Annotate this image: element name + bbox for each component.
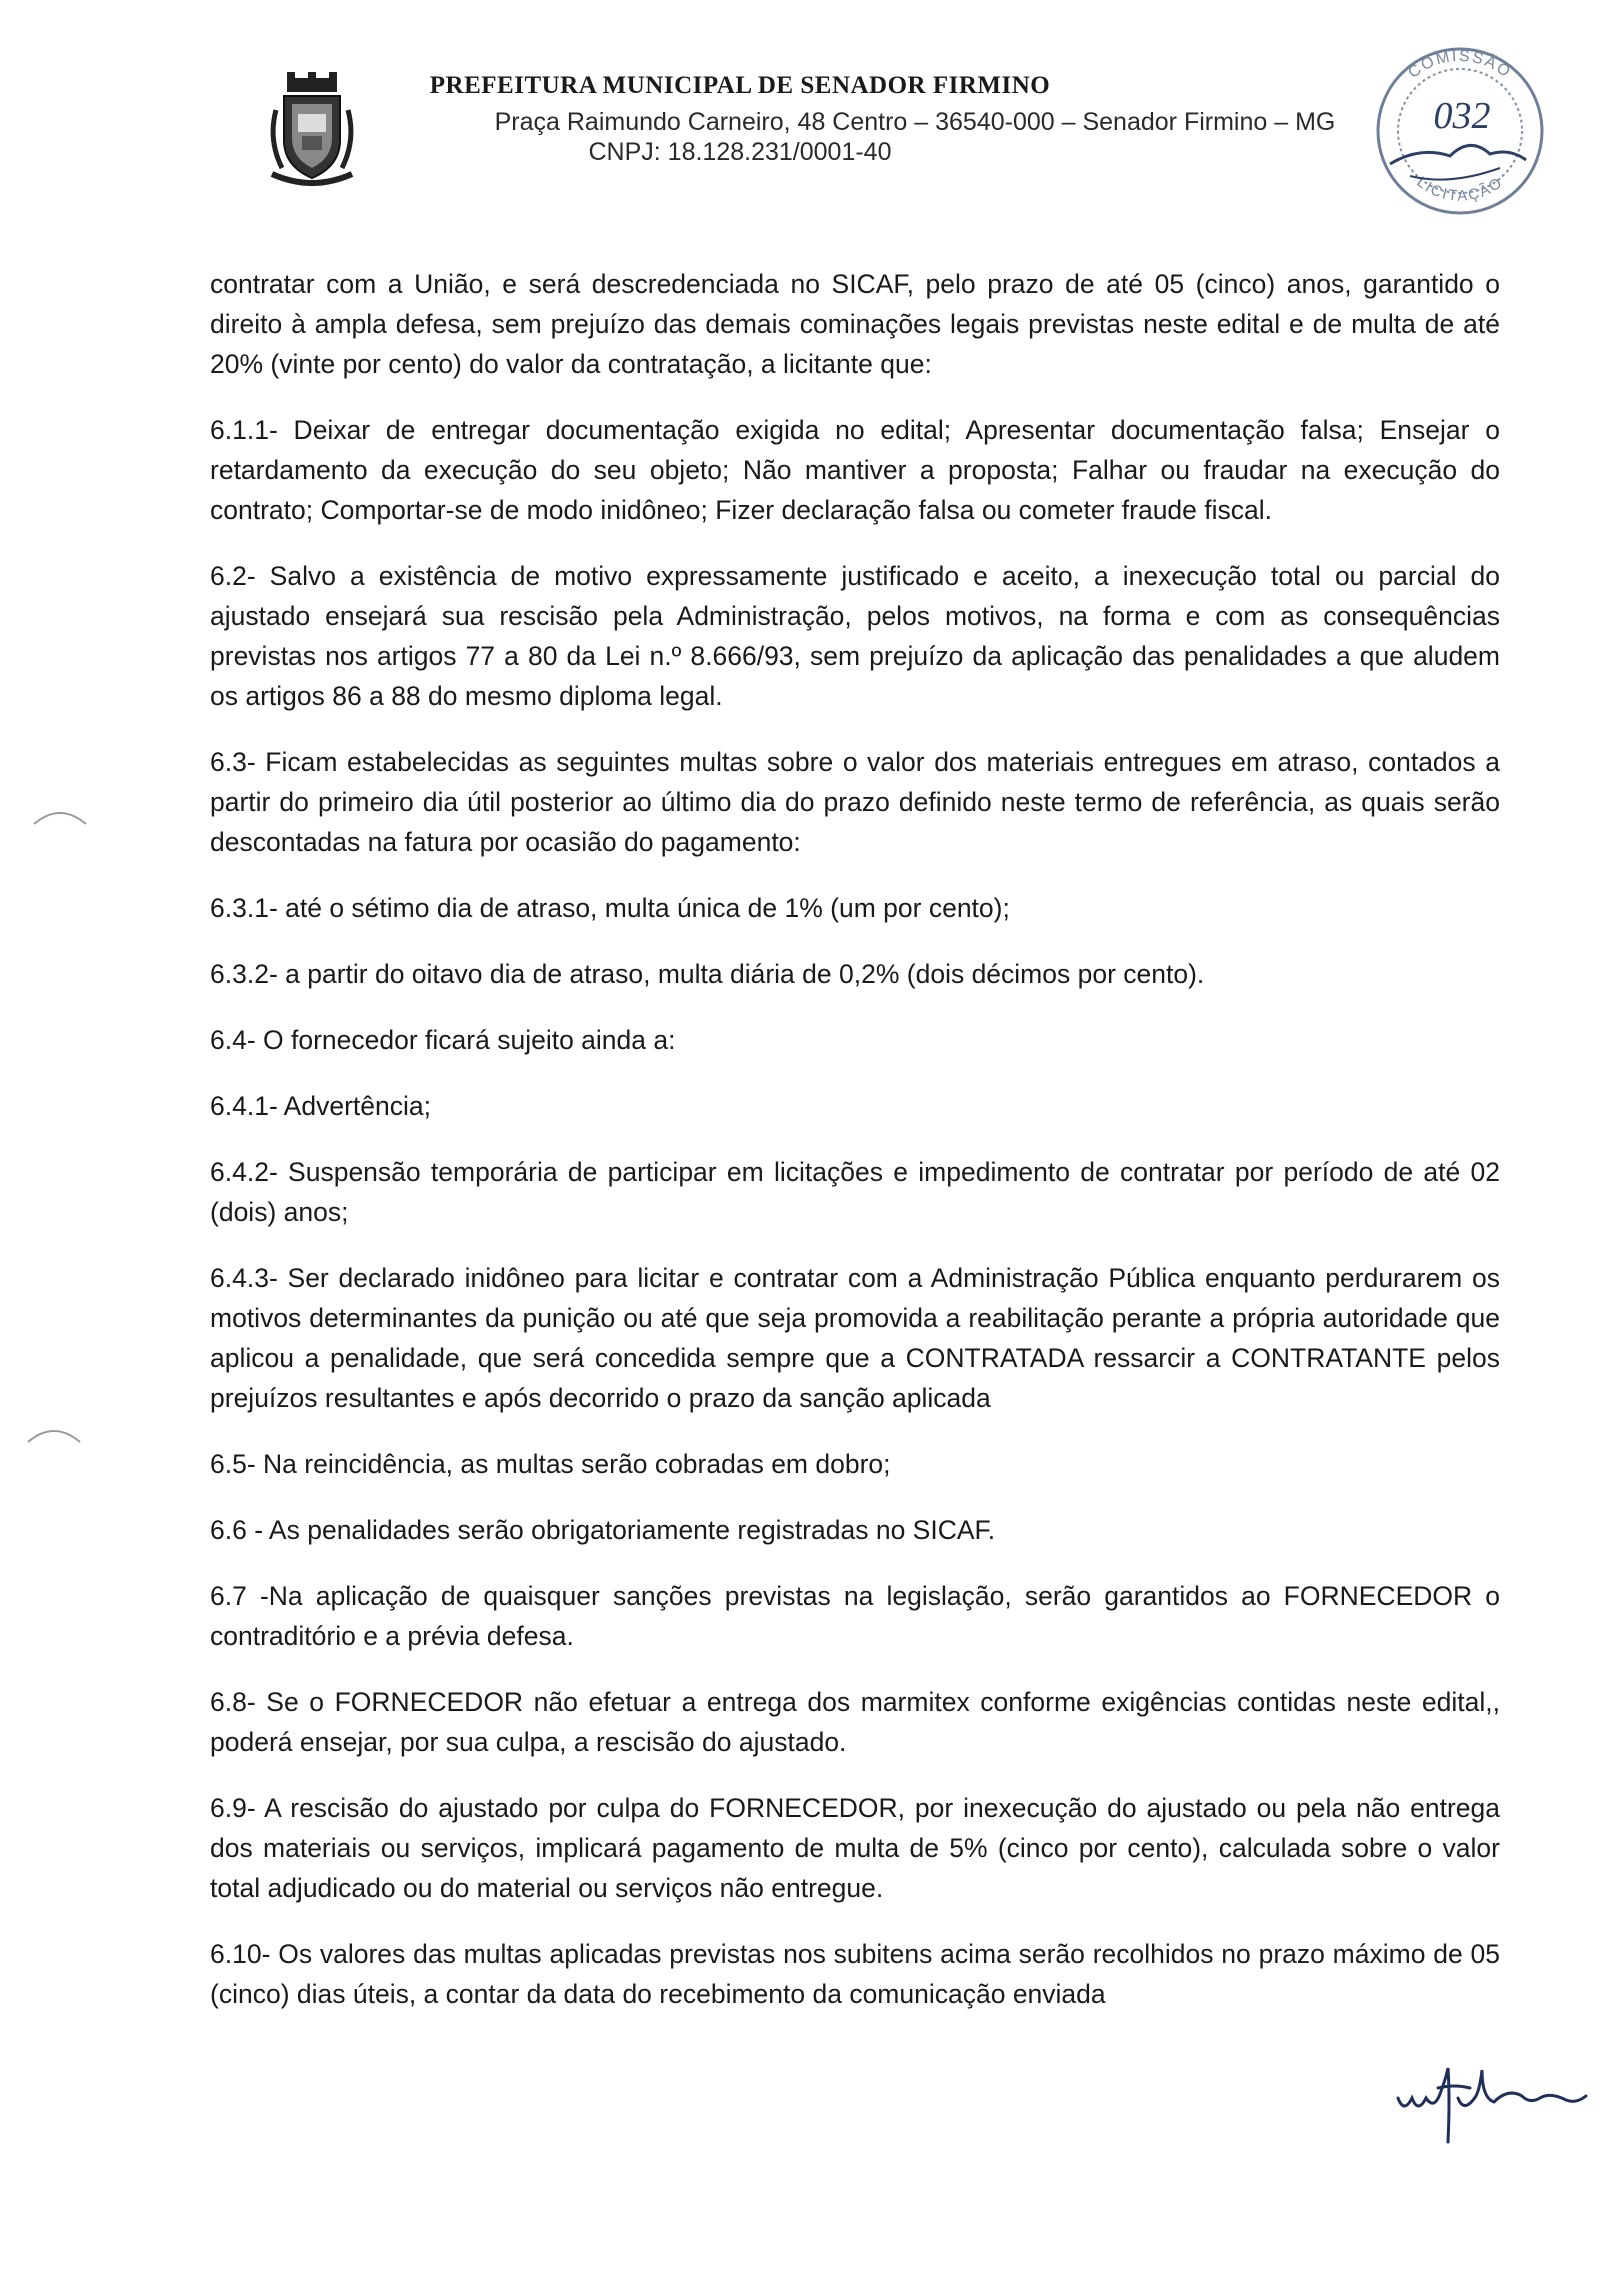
stamp-bottom-text: LICITAÇÃO xyxy=(1413,173,1507,205)
paragraph-6-8: 6.8- Se o FORNECEDOR não efetuar a entrega dos marmitex conforme exigências contidas neste edital,, poderá ensejar, por sua culpa, a rescisão do ajustado. xyxy=(210,1687,1500,1757)
svg-text:COMISSÃO xyxy=(1405,48,1514,82)
organization-address: Praça Raimundo Carneiro, 48 Centro – 36540-000 – Senador Firmino – MG xyxy=(494,108,1336,136)
paragraph-6-4: 6.4- O fornecedor ficará sujeito ainda a: xyxy=(210,1025,676,1055)
punch-hole-mark-icon xyxy=(24,1418,84,1448)
paragraph-6-3-1: 6.3.1- até o sétimo dia de atraso, multa única de 1% (um por cento); xyxy=(210,893,1010,923)
organization-name: PREFEITURA MUNICIPAL DE SENADOR FIRMINO xyxy=(429,72,1051,99)
stamp-top-text: COMISSÃO xyxy=(1405,47,1515,82)
paragraph-6-3-2: 6.3.2- a partir do oitavo dia de atraso, multa diária de 0,2% (dois décimos por cento). xyxy=(210,959,1205,989)
paragraph-6-4-2: 6.4.2- Suspensão temporária de participar em licitações e impedimento de contratar por período de até 02 (dois) anos; xyxy=(210,1157,1500,1227)
stamp-number: 032 xyxy=(1433,95,1491,137)
paragraph-6-5: 6.5- Na reincidência, as multas serão cobradas em dobro; xyxy=(210,1449,891,1479)
commission-stamp-icon xyxy=(1350,36,1550,226)
paragraph-6-4-3: 6.4.3- Ser declarado inidôneo para licitar e contratar com a Administração Pública enquanto perdurarem os motivos determinantes da punição ou até que seja promovida a reabilitação perante a própria autoridade que aplicou a penalidade, que será concedida sempre que a CONTRATADA ressarcir a CONTRATANTE pelos prejuízos resultantes e após decorrido o prazo da sanção aplicada xyxy=(210,1263,1500,1413)
paragraph-6-9: 6.9- A rescisão do ajustado por culpa do FORNECEDOR, por inexecução do ajustado ou pela não entrega dos materiais ou serviços, implicará pagamento de multa de 5% (cinco por cento), calculada sobre o valor total adjudicado ou do material ou serviços não entregue. xyxy=(210,1793,1500,1903)
paragraph-6-3: 6.3- Ficam estabelecidas as seguintes multas sobre o valor dos materiais entregues em atraso, contados a partir do primeiro dia útil posterior ao último dia do prazo definido neste termo de referência, as quais serão descontadas na fatura por ocasião do pagamento: xyxy=(210,747,1500,857)
paragraph-6-7: 6.7 -Na aplicação de quaisquer sanções previstas na legislação, serão garantidos ao FORNECEDOR o contraditório e a prévia defesa. xyxy=(210,1581,1500,1651)
organization-cnpj: CNPJ: 18.128.231/0001-40 xyxy=(588,138,892,166)
paragraph-6-1-1: 6.1.1- Deixar de entregar documentação exigida no edital; Apresentar documentação falsa; Ensejar o retardamento da execução do seu objeto; Não mantiver a proposta; Falhar ou fraudar na execução do contrato; Comportar-se de modo inidôneo; Fizer declaração falsa ou cometer fraude fiscal. xyxy=(210,415,1500,525)
punch-hole-mark-icon xyxy=(30,800,90,830)
paragraph-6-4-1: 6.4.1- Advertência; xyxy=(210,1091,431,1121)
document-body xyxy=(210,264,1500,2040)
municipal-crest-icon xyxy=(262,70,362,190)
handwritten-initials-icon xyxy=(1390,2058,1590,2148)
paragraph-intro: contratar com a União, e será descredenciada no SICAF, pelo prazo de até 05 (cinco) anos, garantido o direito à ampla defesa, sem prejuízo das demais cominações legais previstas neste edital e de multa de até 20% (vinte por cento) do valor da contratação, a licitante que: xyxy=(210,269,1500,379)
paragraph-6-6: 6.6 - As penalidades serão obrigatoriamente registradas no SICAF. xyxy=(210,1515,996,1545)
paragraph-6-2: 6.2- Salvo a existência de motivo expressamente justificado e aceito, a inexecução total ou parcial do ajustado ensejará sua rescisão pela Administração, pelos motivos, na forma e com as consequências previstas nos artigos 77 a 80 da Lei n.º 8.666/93, sem prejuízo da aplicação das penalidades a que aludem os artigos 86 a 88 do mesmo diploma legal. xyxy=(210,561,1500,711)
paragraph-6-10: 6.10- Os valores das multas aplicadas previstas nos subitens acima serão recolhidos no prazo máximo de 05 (cinco) dias úteis, a contar da data do recebimento da comunicação enviada xyxy=(210,1939,1500,2009)
